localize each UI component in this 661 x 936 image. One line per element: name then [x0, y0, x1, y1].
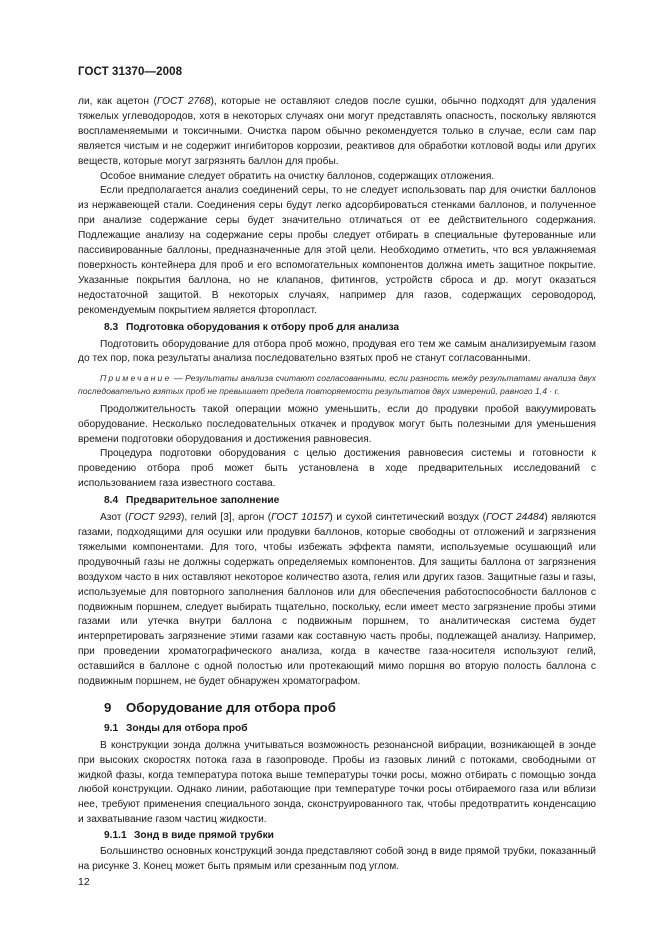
section-title: Оборудование для отбора проб	[126, 699, 336, 715]
section-heading-9-1-1	[104, 829, 596, 844]
section-heading-8-3	[104, 321, 596, 336]
standard-reference: ГОСТ 10157	[271, 512, 330, 524]
paragraph: Продолжительность такой операции можно уменьшить, если до продувки пробой вакуумировать оборудование. Несколько последовательных откачек и продувок могут быть полезными для уменьшения времени подготовки оборудования и достижения равновесия.	[78, 403, 596, 445]
note-text: — Результаты анализа считают согласованными, если разность между результатами анализа двух последовательно взятых проб не превышает предела повторяемости результатов двух измерений, равного 1,4 · r.	[78, 373, 596, 396]
section-number: 9.1	[104, 722, 119, 734]
note-label: Примечание	[100, 373, 172, 384]
text-run: ) и сухой синтетический воздух (	[329, 512, 487, 524]
section-number: 9	[104, 699, 112, 715]
section-title: Зонд в виде прямой трубки	[134, 830, 274, 842]
text-run: ли, как ацетон (	[78, 96, 157, 107]
text-run: ) являются газами, подходящими для осушки или продувки баллонов, которые свободны от отложений и загрязнения тяжелыми компонентами. Для того, чтобы избежать эффекта памяти, используемые осушающий или продувочный газы не должны содержать определяемых компонентов. Для защиты баллона от загрязнения воздухом часто в них оставляют некоторое количество азота, гелия или других газов. Защитные газы и газы, используемые для повторного заполнения баллонов или для обеспечения работоспособности баллонов с подвижным поршнем, следует выбирать тщательно, поскольку, если имеет место загрязнение пробы этими газами или утечка внутри баллона с подвижным поршнем, то аналитическая система будет интерпретировать загрязнение этими газами как составную часть пробы, подлежащей анализу. Например, при проведении хроматографического анализа, когда в качестве газа-носителя используют гелий, оставшийся в баллоне с одной полостью или протекающий мимо поршня во вторую полость баллона с подвижным поршнем, не будет обнаружен хроматографом.	[78, 512, 596, 688]
paragraph	[78, 95, 596, 170]
page-number: 12	[78, 876, 90, 888]
document-header: ГОСТ 31370—2008	[78, 66, 183, 78]
paragraph: Особое внимание следует обратить на очистку баллонов, содержащих отложения.	[100, 170, 495, 182]
standard-reference: ГОСТ 2768	[156, 96, 211, 107]
paragraph	[78, 511, 596, 690]
section-title: Зонды для отбора проб	[126, 722, 248, 734]
section-heading-9-1	[104, 722, 596, 737]
section-heading-9	[104, 701, 596, 716]
standard-reference: ГОСТ 9293	[128, 512, 181, 524]
section-number: 8.3	[104, 321, 119, 333]
section-heading-8-4	[104, 494, 596, 509]
paragraph: Подготовить оборудование для отбора проб можно, продувая его тем же самым анализируемым газом до тех пор, пока результаты анализа последовательно взятых проб не станут согласованными.	[78, 338, 596, 365]
document-body	[78, 95, 596, 875]
paragraph: Большинство основных конструкций зонда представляют собой зонд в виде прямой трубки, показанный на рисунке 3. Конец может быть прямым или срезанным под углом.	[78, 846, 596, 872]
section-number: 9.1.1	[104, 830, 127, 842]
section-number: 8.4	[104, 495, 119, 507]
standard-reference: ГОСТ 24484	[486, 512, 545, 524]
text-run: ), которые не оставляют следов после сушки, обычно подходят для удаления тяжелых углеводородов, хотя в некоторых случаях они могут представлять опасность, поскольку являются воспламеняемыми и токсичными. Очистка паром обычно рекомендуется только в случае, если сам пар является чистым и не содержит ингибиторов коррозии, реактивов для обработки котловой воды или других веществ, которые могут загрязнять баллон для пробы.	[78, 96, 596, 167]
note	[78, 372, 596, 396]
paragraph: Процедура подготовки оборудования с целью достижения равновесия системы и готовности к проведению отбора проб может быть установлена в ходе предварительных исследований с использованием газа известного состава.	[78, 448, 596, 490]
section-title: Предварительное заполнение	[126, 495, 280, 507]
paragraph: Если предполагается анализ соединений серы, то не следует использовать пар для очистки баллонов из нержавеющей стали. Соединения серы будут легко адсорбироваться стенками баллонов, и полученное при анализе содержание серы будет значительно отличаться от ее действительного содержания. Подлежащие анализу на содержание серы пробы следует отбирать в специальные футерованные или пассивированные баллоны, предназначенные для этой цели. Необходимо отметить, что вся увлажняемая поверхность контейнера для проб и его вспомогательных компонентов должна иметь защитное покрытие. Указанные покрытия баллона, но не клапанов, фитингов, устройств сброса и др. могут оказаться недостаточной защитой. В некоторых случаях, например для газов, содержащих сероводород, рекомендуемым покрытием является фторопласт.	[78, 185, 596, 316]
text-run: ), гелий [3], аргон (	[180, 512, 272, 524]
paragraph: В конструкции зонда должна учитываться возможность резонансной вибрации, возникающей в зонде при высоких скоростях потока газа в газопроводе. Пробы из газовых линий с потоками, свободными от жидкой фазы, когда температура потока выше температуры точки росы, можно отбирать с помощью зонда любой конструкции. Однако линии, работающие при температуре точки росы отбираемого газа или вблизи нее, требуют применения специального зонда, сконструированного так, чтобы предотвратить конденсацию и захватывание газом частиц жидкости.	[78, 739, 596, 826]
section-title: Подготовка оборудования к отбору проб для анализа	[126, 321, 400, 333]
text-run: Азот (	[100, 512, 129, 524]
